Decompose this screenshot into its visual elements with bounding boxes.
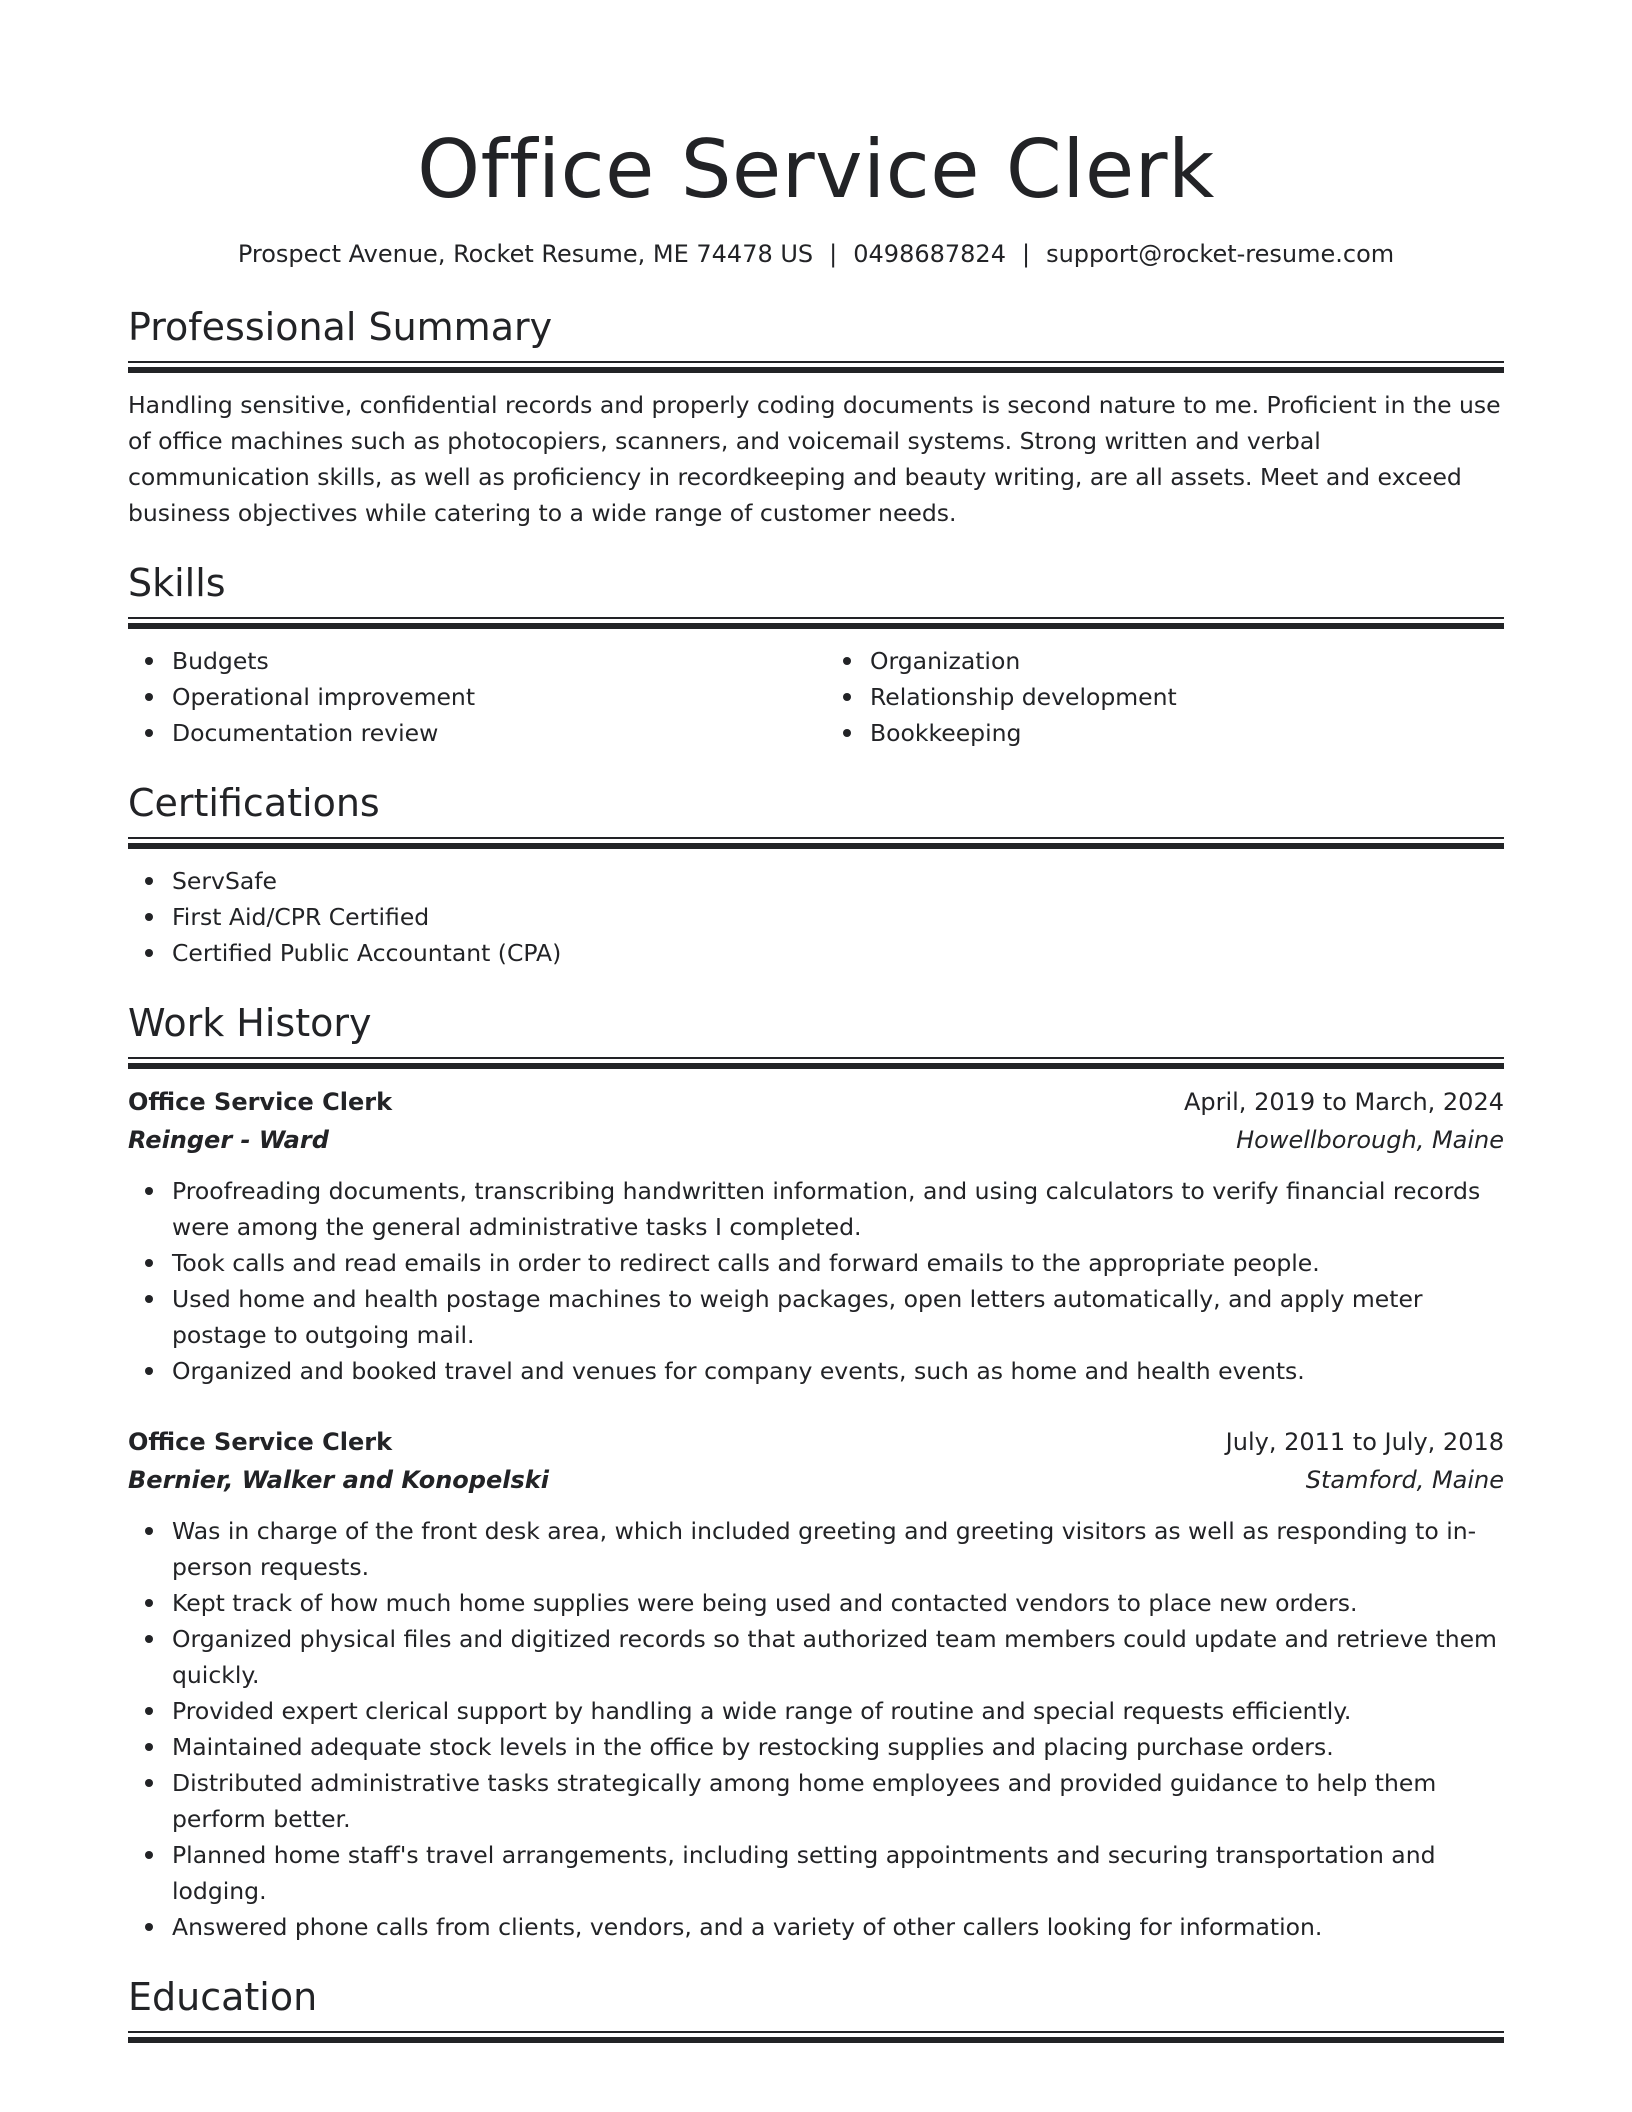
job-bullet: Answered phone calls from clients, vendors, and a variety of other callers looking for information. [172,1909,1504,1945]
contact-phone: 0498687824 [853,240,1006,268]
skill-item: Budgets [172,643,806,679]
job-bullet: Maintained adequate stock levels in the office by restocking supplies and placing purchase orders. [172,1729,1504,1765]
job-company: Bernier, Walker and Konopelski [128,1466,549,1494]
education-section [128,1973,1504,2043]
certification-item: ServSafe [172,863,1504,899]
contact-separator: | [829,240,838,268]
job-entry [128,1423,1504,1945]
job-bullet: Planned home staff's travel arrangements, including setting appointments and securing transportation and lodging. [172,1837,1504,1909]
job-dates: April, 2019 to March, 2024 [1183,1088,1504,1116]
section-divider [128,361,1504,373]
section-title-certifications: Certifications [128,781,380,825]
contact-email[interactable]: support@rocket-resume.com [1046,240,1395,268]
skill-item: Documentation review [172,715,806,751]
skills-section [128,559,1504,751]
work-history-section [128,999,1504,1945]
summary-section [128,303,1504,531]
job-title: Office Service Clerk [128,1428,393,1456]
certifications-list [128,863,1504,971]
job-bullet: Was in charge of the front desk area, which included greeting and greeting visitors as well as responding to in-person requests. [172,1513,1504,1585]
section-divider [128,837,1504,849]
job-bullet: Provided expert clerical support by handling a wide range of routine and special requests efficiently. [172,1693,1504,1729]
skill-item: Relationship development [870,679,1504,715]
section-divider [128,617,1504,629]
job-subheader [128,1461,1504,1499]
job-bullet: Organized physical files and digitized records so that authorized team members could update and retrieve them quickly. [172,1621,1504,1693]
section-divider [128,2031,1504,2043]
certifications-section [128,779,1504,971]
job-location: Howellborough, Maine [1236,1126,1504,1154]
certification-item: First Aid/CPR Certified [172,899,1504,935]
skills-grid [128,643,1504,751]
job-bullet: Kept track of how much home supplies were being used and contacted vendors to place new orders. [172,1585,1504,1621]
job-bullet: Used home and health postage machines to weigh packages, open letters automatically, and apply meter postage to outgoing mail. [172,1281,1504,1353]
job-header [128,1083,1504,1121]
job-bullets [128,1513,1504,1945]
contact-separator: | [1021,240,1031,268]
contact-line [128,238,1504,270]
skill-item: Operational improvement [172,679,806,715]
skills-list-left [128,643,806,751]
job-location: Stamford, Maine [1305,1466,1504,1494]
job-title: Office Service Clerk [128,1088,393,1116]
skill-item: Bookkeeping [870,715,1504,751]
certification-item: Certified Public Accountant (CPA) [172,935,1504,971]
candidate-name: Office Service Clerk [417,123,1215,216]
skill-item: Organization [870,643,1504,679]
job-header [128,1423,1504,1461]
contact-address: Prospect Avenue, Rocket Resume, ME 74478 US [237,240,814,268]
job-dates: July, 2011 to July, 2018 [1225,1428,1504,1456]
job-bullet: Organized and booked travel and venues for company events, such as home and health events. [172,1353,1504,1389]
section-title-summary: Professional Summary [128,305,553,349]
job-bullets [128,1173,1504,1389]
resume-page [128,0,1504,2057]
summary-text: Handling sensitive, confidential records and properly coding documents is second nature to me. Proficient in the use of office machines such as photocopiers, scanners, and voicemail systems. Strong written and verbal communication skills, as well as proficiency in recordkeeping and beauty writing, are all assets. Meet and exceed business objectives while catering to a wide range of customer needs. [128,391,1501,527]
job-bullet: Took calls and read emails in order to redirect calls and forward emails to the appropriate people. [172,1245,1504,1281]
job-subheader [128,1121,1504,1159]
section-title-work-history: Work History [128,1001,372,1045]
job-bullet: Distributed administrative tasks strategically among home employees and provided guidance to help them perform better. [172,1765,1504,1837]
job-entry [128,1083,1504,1389]
job-company: Reinger - Ward [128,1126,329,1154]
section-title-education: Education [128,1975,318,2019]
skills-list-right [826,643,1504,751]
job-bullet: Proofreading documents, transcribing handwritten information, and using calculators to verify financial records were among the general administrative tasks I completed. [172,1173,1504,1245]
section-title-skills: Skills [128,561,226,605]
section-divider [128,1057,1504,1069]
